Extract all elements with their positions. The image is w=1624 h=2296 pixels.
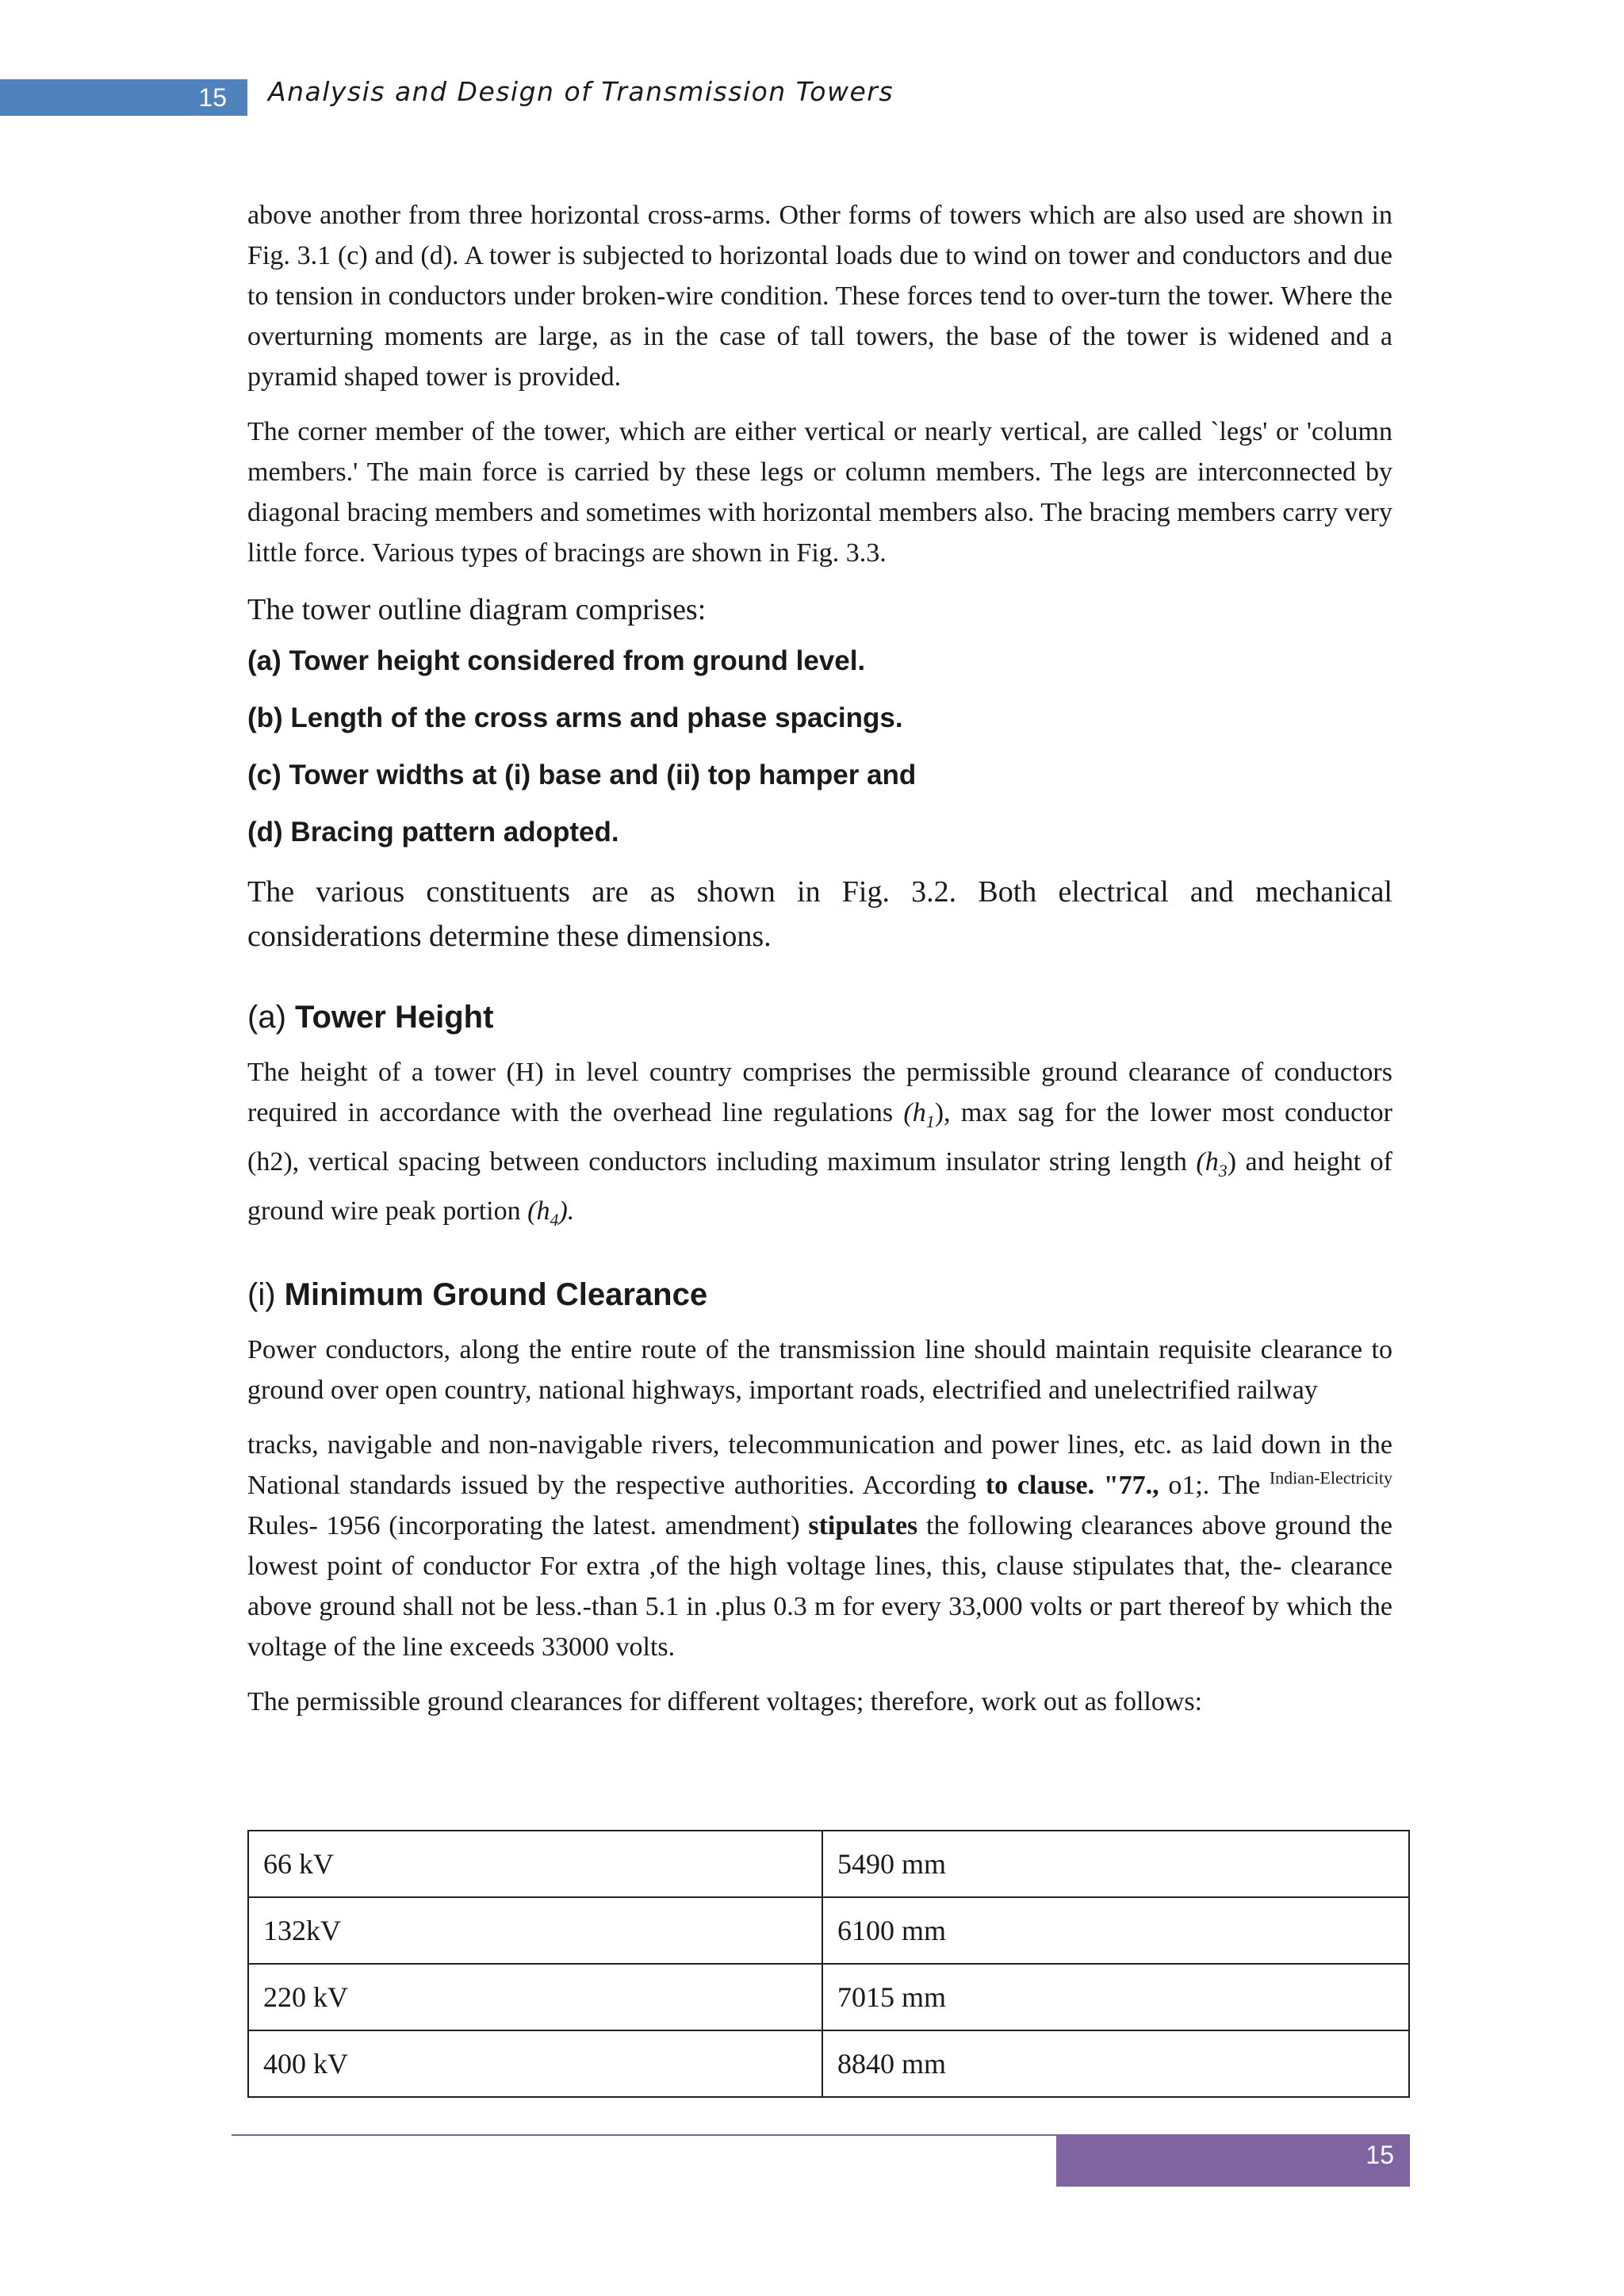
symbol: (h <box>903 1098 926 1127</box>
outline-intro: The tower outline diagram comprises: <box>247 593 707 626</box>
symbol: (h <box>1196 1146 1219 1177</box>
subscript: 1 <box>925 1111 935 1131</box>
table-row <box>248 1897 1409 1964</box>
section-heading-ground-clearance <box>247 1274 1392 1315</box>
symbol: (h <box>527 1196 550 1226</box>
subscript: 3 <box>1218 1160 1228 1181</box>
table-row <box>248 1831 1409 1897</box>
clearance-table <box>247 1830 1410 2098</box>
outline-item-d: (d) Bracing pattern adopted. <box>247 817 619 848</box>
page-body <box>247 195 1392 1722</box>
text: the following clearances above ground the lowest point of conductor For extra ,of the high voltage lines, this, clause stipulates that, the- clearance above ground shall not be less.-than 5.1 in .plus 0.3 m for every 33,000 volts or part thereof by which the voltage of the line exceeds 33000 volts. <box>247 1511 1392 1663</box>
text: o1;. The <box>1159 1471 1270 1501</box>
clearance-cell: 8840 mm <box>822 2030 1409 2097</box>
section-prefix: (a) <box>247 1000 286 1035</box>
outline-item-c: (c) Tower widths at (i) base and (ii) top hamper and <box>247 760 917 790</box>
section-heading-tower-height <box>247 997 1392 1038</box>
voltage-cell: 220 kV <box>248 1964 822 2030</box>
voltage-cell: 132kV <box>248 1897 822 1964</box>
bold-text: stipulates <box>808 1511 918 1541</box>
section-title: Minimum Ground Clearance <box>284 1277 708 1313</box>
footer-page-number: 15 <box>1056 2136 1410 2187</box>
text: ) and height of ground wire peak portion <box>247 1146 1392 1226</box>
clearance-cell: 6100 mm <box>822 1897 1409 1964</box>
header-title: Analysis and Design of Transmission Towers <box>268 76 894 107</box>
paragraph-tower-forms: above another from three horizontal cross-arms. Other forms of towers which are also used are shown in Fig. 3.1 (c) and (d). A tower is subjected to horizontal loads due to wind on tower and conductors and due to tension in conductors under broken-wire condition. These forces tend to over-turn the tower. Where the overturning moments are large, as in the case of tall towers, the base of the tower is widened and a pyramid shaped tower is provided. <box>247 201 1392 392</box>
text: tracks, navigable and non-navigable rivers, telecommunication and power lines, etc. as laid down in the National standards issued by the respective authorities. According <box>247 1430 1392 1501</box>
clearance-cell: 7015 mm <box>822 1964 1409 2030</box>
voltage-cell: 66 kV <box>248 1831 822 1897</box>
text: Rules- 1956 (incorporating the latest. amendment) <box>247 1511 809 1541</box>
voltage-cell: 400 kV <box>248 2030 822 2097</box>
text: ), max sag for the lower most conductor (h2), vertical spacing between conductors including maximum insulator string length <box>247 1098 1392 1177</box>
paragraph-power-conductors: Power conductors, along the entire route of the transmission line should maintain requisite clearance to ground over open country, national highways, important roads, electrified and unelectrified railway <box>247 1335 1392 1406</box>
section-title: Tower Height <box>295 1000 494 1035</box>
paragraph-legs: The corner member of the tower, which are either vertical or nearly vertical, are called `legs' or 'column members.' The main force is carried by these legs or column members. The legs are interconnected by diagonal bracing members and sometimes with horizontal members also. The bracing members carry very little force. Various types of bracings are shown in Fig. 3.3. <box>247 417 1392 568</box>
bold-text: to clause. "77., <box>985 1471 1159 1501</box>
clearance-cell: 5490 mm <box>822 1831 1409 1897</box>
text: ). <box>558 1196 575 1226</box>
outline-item-a: (a) Tower height considered from ground level. <box>247 645 866 676</box>
header-page-number: 15 <box>0 79 247 116</box>
subscript: 4 <box>550 1209 559 1230</box>
text: The height of a tower (H) in level country comprises the permissible ground clearance of conductors required in accordance with the overhead line regulations <box>247 1058 1392 1127</box>
paragraph-clause <box>247 1425 1392 1667</box>
table-row <box>248 1964 1409 2030</box>
table-row <box>248 2030 1409 2097</box>
paragraph-tower-height <box>247 1052 1392 1239</box>
paragraph-constituents: The various constituents are as shown in Fig. 3.2. Both electrical and mechanical considerations determine these dimensions. <box>247 875 1392 953</box>
section-prefix: (i) <box>247 1277 276 1313</box>
small-text: Indian-Electricity <box>1269 1468 1393 1489</box>
outline-item-b: (b) Length of the cross arms and phase spacings. <box>247 702 903 733</box>
paragraph-permissible: The permissible ground clearances for different voltages; therefore, work out as follows: <box>247 1687 1203 1717</box>
